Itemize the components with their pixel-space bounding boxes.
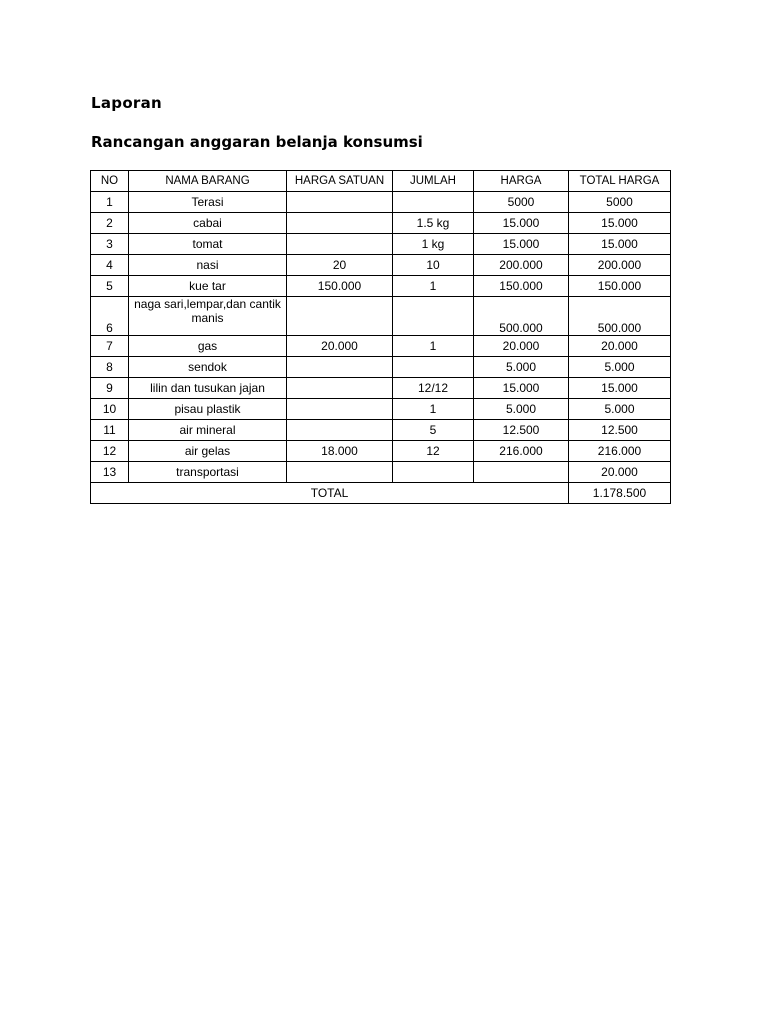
cell-harga: 15.000: [474, 378, 569, 399]
cell-no: 1: [91, 192, 129, 213]
total-value: 1.178.500: [569, 483, 671, 504]
table-row: [91, 420, 671, 441]
cell-harga-satuan: [287, 357, 393, 378]
table-row: [91, 441, 671, 462]
cell-harga-satuan: 20: [287, 255, 393, 276]
cell-total: 500.000: [569, 297, 671, 336]
cell-harga-satuan: [287, 462, 393, 483]
table-row: [91, 255, 671, 276]
cell-harga: 20.000: [474, 336, 569, 357]
total-row: [91, 483, 671, 504]
table-row: [91, 378, 671, 399]
cell-harga-satuan: 18.000: [287, 441, 393, 462]
cell-total: 15.000: [569, 378, 671, 399]
cell-no: 8: [91, 357, 129, 378]
total-label: TOTAL: [91, 483, 569, 504]
cell-total: 150.000: [569, 276, 671, 297]
cell-nama: air mineral: [129, 420, 287, 441]
cell-total: 15.000: [569, 234, 671, 255]
cell-nama: transportasi: [129, 462, 287, 483]
page-title: Laporan: [91, 94, 163, 112]
cell-nama: sendok: [129, 357, 287, 378]
cell-nama: air gelas: [129, 441, 287, 462]
cell-jumlah: 1 kg: [393, 234, 474, 255]
cell-no: 10: [91, 399, 129, 420]
cell-no: 9: [91, 378, 129, 399]
table-row: [91, 462, 671, 483]
table-row: [91, 276, 671, 297]
cell-harga-satuan: [287, 234, 393, 255]
cell-jumlah: 1: [393, 336, 474, 357]
header-no: NO: [91, 171, 129, 192]
cell-harga: 150.000: [474, 276, 569, 297]
cell-nama: cabai: [129, 213, 287, 234]
cell-total: 12.500: [569, 420, 671, 441]
cell-no: 3: [91, 234, 129, 255]
header-jumlah: JUMLAH: [393, 171, 474, 192]
cell-harga: 15.000: [474, 234, 569, 255]
cell-jumlah: 5: [393, 420, 474, 441]
cell-no: 11: [91, 420, 129, 441]
cell-harga: 12.500: [474, 420, 569, 441]
cell-harga: 216.000: [474, 441, 569, 462]
cell-jumlah: [393, 462, 474, 483]
cell-harga-satuan: [287, 420, 393, 441]
cell-no: 12: [91, 441, 129, 462]
cell-no: 4: [91, 255, 129, 276]
cell-harga-satuan: [287, 192, 393, 213]
cell-harga: 5.000: [474, 399, 569, 420]
cell-nama: Terasi: [129, 192, 287, 213]
cell-harga: 15.000: [474, 213, 569, 234]
header-nama-barang: NAMA BARANG: [129, 171, 287, 192]
cell-total: 5000: [569, 192, 671, 213]
table-row: [91, 297, 671, 336]
cell-jumlah: 1: [393, 276, 474, 297]
cell-jumlah: [393, 192, 474, 213]
header-total-harga: TOTAL HARGA: [569, 171, 671, 192]
cell-jumlah: 1: [393, 399, 474, 420]
cell-harga-satuan: [287, 399, 393, 420]
cell-jumlah: [393, 297, 474, 336]
header-harga-satuan: HARGA SATUAN: [287, 171, 393, 192]
table-row: [91, 336, 671, 357]
budget-table: [90, 170, 671, 504]
cell-no: 6: [91, 297, 129, 336]
cell-total: 5.000: [569, 399, 671, 420]
cell-nama: pisau plastik: [129, 399, 287, 420]
cell-harga-satuan: [287, 297, 393, 336]
table-header-row: [91, 171, 671, 192]
cell-harga-satuan: 20.000: [287, 336, 393, 357]
cell-harga-satuan: [287, 213, 393, 234]
cell-jumlah: [393, 357, 474, 378]
table-row: [91, 213, 671, 234]
cell-total: 20.000: [569, 336, 671, 357]
cell-jumlah: 1.5 kg: [393, 213, 474, 234]
table-row: [91, 192, 671, 213]
cell-total: 20.000: [569, 462, 671, 483]
cell-nama: naga sari,lempar,dan cantik manis: [129, 297, 287, 336]
cell-harga: 500.000: [474, 297, 569, 336]
cell-nama: lilin dan tusukan jajan: [129, 378, 287, 399]
cell-harga: [474, 462, 569, 483]
cell-jumlah: 10: [393, 255, 474, 276]
cell-no: 5: [91, 276, 129, 297]
table-row: [91, 399, 671, 420]
cell-harga-satuan: [287, 378, 393, 399]
cell-jumlah: 12/12: [393, 378, 474, 399]
table-row: [91, 234, 671, 255]
header-harga: HARGA: [474, 171, 569, 192]
cell-total: 5.000: [569, 357, 671, 378]
cell-nama: nasi: [129, 255, 287, 276]
cell-harga: 200.000: [474, 255, 569, 276]
cell-harga: 5.000: [474, 357, 569, 378]
table-row: [91, 357, 671, 378]
cell-total: 200.000: [569, 255, 671, 276]
cell-no: 7: [91, 336, 129, 357]
cell-nama: gas: [129, 336, 287, 357]
cell-no: 2: [91, 213, 129, 234]
subtitle: Rancangan anggaran belanja konsumsi: [91, 133, 423, 151]
cell-harga: 5000: [474, 192, 569, 213]
cell-no: 13: [91, 462, 129, 483]
cell-nama: kue tar: [129, 276, 287, 297]
cell-jumlah: 12: [393, 441, 474, 462]
cell-nama: tomat: [129, 234, 287, 255]
cell-total: 15.000: [569, 213, 671, 234]
cell-harga-satuan: 150.000: [287, 276, 393, 297]
cell-total: 216.000: [569, 441, 671, 462]
